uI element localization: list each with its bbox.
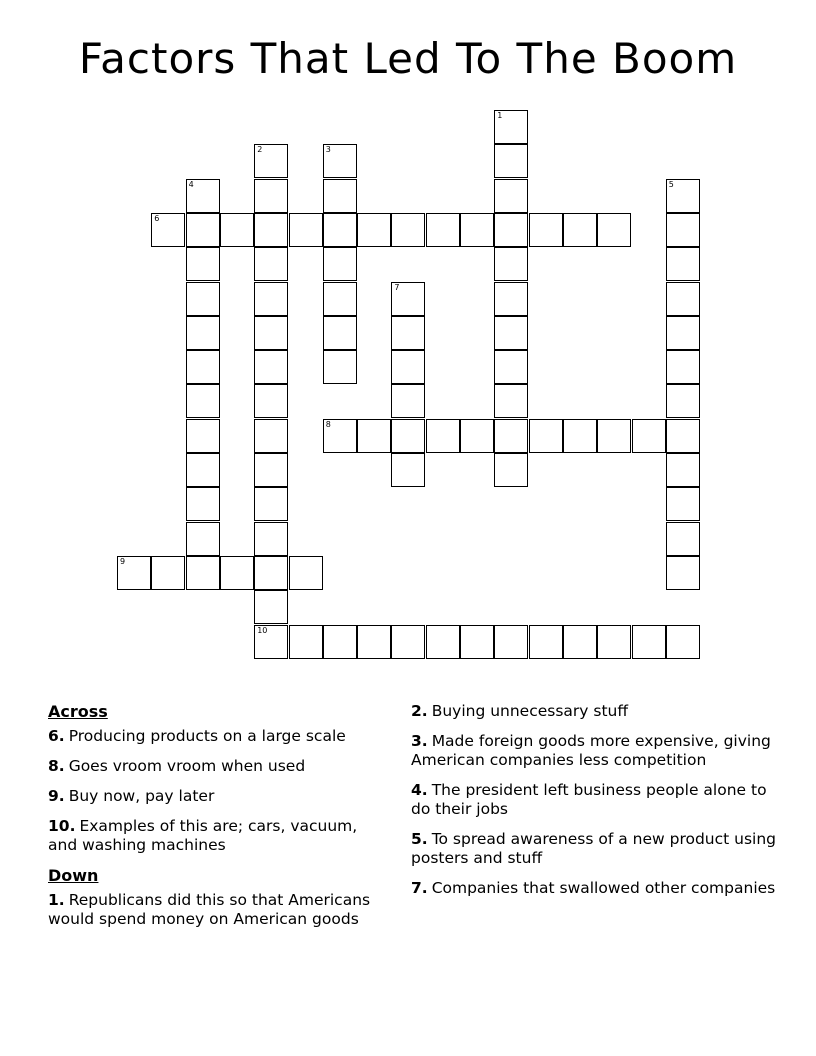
clue-text: To spread awareness of a new product using posters and stuff: [411, 830, 777, 867]
grid-cell[interactable]: [254, 316, 288, 350]
grid-cell[interactable]: [186, 350, 220, 384]
grid-cell[interactable]: [426, 419, 460, 453]
grid-cell[interactable]: [597, 213, 631, 247]
clue-text: Goes vroom vroom when used: [68, 757, 306, 775]
grid-cell[interactable]: [494, 625, 528, 659]
grid-cell[interactable]: [666, 419, 700, 453]
grid-cell[interactable]: [186, 247, 220, 281]
grid-cell[interactable]: [494, 247, 528, 281]
grid-cell[interactable]: [289, 213, 323, 247]
grid-cell[interactable]: [289, 556, 323, 590]
across-heading: Across: [48, 702, 108, 721]
grid-cell[interactable]: [666, 487, 700, 521]
grid-cell[interactable]: [391, 384, 425, 418]
grid-cell[interactable]: [391, 282, 425, 316]
grid-cell[interactable]: [289, 625, 323, 659]
clue-number: 2.: [411, 702, 428, 720]
clue-across-8: [48, 757, 378, 776]
grid-cell[interactable]: [323, 213, 357, 247]
grid-cell[interactable]: [186, 419, 220, 453]
grid-cell[interactable]: [254, 487, 288, 521]
clue-text: Buy now, pay later: [68, 787, 215, 805]
clue-number: 10.: [48, 817, 76, 835]
grid-cell[interactable]: [494, 282, 528, 316]
grid-cell[interactable]: [117, 556, 151, 590]
grid-cell[interactable]: [186, 384, 220, 418]
grid-cell[interactable]: [357, 419, 391, 453]
clue-number: 4.: [411, 781, 428, 799]
grid-cell[interactable]: [666, 213, 700, 247]
clue-number-label: 3: [325, 145, 331, 155]
grid-cell[interactable]: [632, 419, 666, 453]
clue-text: Republicans did this so that Americans would spend money on American goods: [48, 891, 371, 928]
grid-cell[interactable]: [597, 419, 631, 453]
grid-cell[interactable]: [494, 179, 528, 213]
page-title: Factors That Led To The Boom: [78, 34, 738, 83]
grid-cell[interactable]: [391, 453, 425, 487]
grid-cell[interactable]: [666, 316, 700, 350]
grid-cell[interactable]: [357, 625, 391, 659]
grid-cell[interactable]: [460, 213, 494, 247]
clue-number: 5.: [411, 830, 428, 848]
clue-number: 9.: [48, 787, 65, 805]
grid-cell[interactable]: [186, 487, 220, 521]
grid-cell[interactable]: [254, 453, 288, 487]
grid-cell[interactable]: [494, 110, 528, 144]
grid-cell[interactable]: [529, 213, 563, 247]
clues-right-column: [411, 702, 781, 909]
grid-cell[interactable]: [186, 179, 220, 213]
grid-cell[interactable]: [632, 625, 666, 659]
clue-number-label: 2: [257, 145, 263, 155]
grid-cell[interactable]: [323, 247, 357, 281]
grid-cell[interactable]: [220, 556, 254, 590]
grid-cell[interactable]: [254, 384, 288, 418]
clue-across-6: [48, 727, 378, 746]
grid-cell[interactable]: [563, 419, 597, 453]
grid-cell[interactable]: [254, 247, 288, 281]
grid-cell[interactable]: [494, 453, 528, 487]
grid-cell[interactable]: [494, 384, 528, 418]
grid-cell[interactable]: [391, 625, 425, 659]
clue-down-1: [48, 891, 378, 929]
grid-cell[interactable]: [666, 522, 700, 556]
clue-number-label: 10: [257, 625, 268, 635]
grid-cell[interactable]: [323, 179, 357, 213]
clue-number-label: 6: [154, 213, 160, 223]
grid-cell[interactable]: [151, 213, 185, 247]
clue-across-10: [48, 817, 378, 855]
grid-cell[interactable]: [220, 213, 254, 247]
clue-text: Buying unnecessary stuff: [431, 702, 629, 720]
grid-cell[interactable]: [323, 282, 357, 316]
grid-cell[interactable]: [323, 350, 357, 384]
grid-cell[interactable]: [666, 384, 700, 418]
grid-cell[interactable]: [426, 625, 460, 659]
clue-text: Companies that swallowed other companies: [431, 879, 776, 897]
grid-cell[interactable]: [426, 213, 460, 247]
grid-cell[interactable]: [254, 625, 288, 659]
grid-cell[interactable]: [151, 556, 185, 590]
grid-cell[interactable]: [494, 316, 528, 350]
clue-down-7: [411, 879, 781, 898]
grid-cell[interactable]: [323, 625, 357, 659]
grid-cell[interactable]: [323, 316, 357, 350]
grid-cell[interactable]: [186, 522, 220, 556]
grid-cell[interactable]: [666, 247, 700, 281]
clue-number-label: 7: [394, 282, 400, 292]
clue-number: 1.: [48, 891, 65, 909]
clue-text: The president left business people alone to do their jobs: [411, 781, 767, 818]
grid-cell[interactable]: [186, 316, 220, 350]
grid-cell[interactable]: [323, 144, 357, 178]
grid-cell[interactable]: [254, 556, 288, 590]
grid-cell[interactable]: [254, 522, 288, 556]
clue-text: Made foreign goods more expensive, giving American companies less competition: [411, 732, 771, 769]
clue-number-label: 8: [325, 419, 331, 429]
grid-cell[interactable]: [391, 419, 425, 453]
clues-left-column: [48, 702, 378, 940]
grid-cell[interactable]: [494, 419, 528, 453]
grid-cell[interactable]: [494, 350, 528, 384]
clue-number-label: 1: [497, 111, 503, 120]
grid-cell[interactable]: [323, 419, 357, 453]
grid-cell[interactable]: [666, 179, 700, 213]
clue-number: 7.: [411, 879, 428, 897]
grid-cell[interactable]: [186, 556, 220, 590]
clue-text: Examples of this are; cars, vacuum, and washing machines: [48, 817, 358, 854]
grid-cell[interactable]: [254, 590, 288, 624]
clue-down-3: [411, 732, 781, 770]
grid-cell[interactable]: [460, 625, 494, 659]
clue-down-4: [411, 781, 781, 819]
clue-number: 6.: [48, 727, 65, 745]
clue-text: Producing products on a large scale: [68, 727, 346, 745]
clue-down-2: [411, 702, 781, 721]
grid-cell[interactable]: [563, 213, 597, 247]
grid-cell[interactable]: [254, 419, 288, 453]
grid-cell[interactable]: [666, 282, 700, 316]
grid-cell[interactable]: [254, 179, 288, 213]
clue-number-label: 9: [120, 556, 126, 566]
grid-cell[interactable]: [666, 453, 700, 487]
grid-cell[interactable]: [597, 625, 631, 659]
grid-cell[interactable]: [186, 282, 220, 316]
grid-cell[interactable]: [254, 350, 288, 384]
grid-cell[interactable]: [529, 419, 563, 453]
grid-cell[interactable]: [391, 316, 425, 350]
grid-cell[interactable]: [494, 144, 528, 178]
grid-cell[interactable]: [357, 213, 391, 247]
clue-number: 3.: [411, 732, 428, 750]
clue-number: 8.: [48, 757, 65, 775]
grid-cell[interactable]: [391, 213, 425, 247]
down-heading: Down: [48, 866, 99, 885]
clue-down-5: [411, 830, 781, 868]
grid-cell[interactable]: [460, 419, 494, 453]
grid-cell[interactable]: [254, 144, 288, 178]
grid-cell[interactable]: [563, 625, 597, 659]
grid-cell[interactable]: [494, 213, 528, 247]
grid-cell[interactable]: [666, 556, 700, 590]
grid-cell[interactable]: [186, 213, 220, 247]
grid-cell[interactable]: [254, 282, 288, 316]
grid-cell[interactable]: [254, 213, 288, 247]
grid-cell[interactable]: [666, 625, 700, 659]
grid-cell[interactable]: [186, 453, 220, 487]
grid-cell[interactable]: [666, 350, 700, 384]
clue-number-label: 4: [188, 179, 194, 189]
grid-cell[interactable]: [529, 625, 563, 659]
grid-cell[interactable]: [391, 350, 425, 384]
clue-across-9: [48, 787, 378, 806]
clue-number-label: 5: [668, 179, 674, 189]
